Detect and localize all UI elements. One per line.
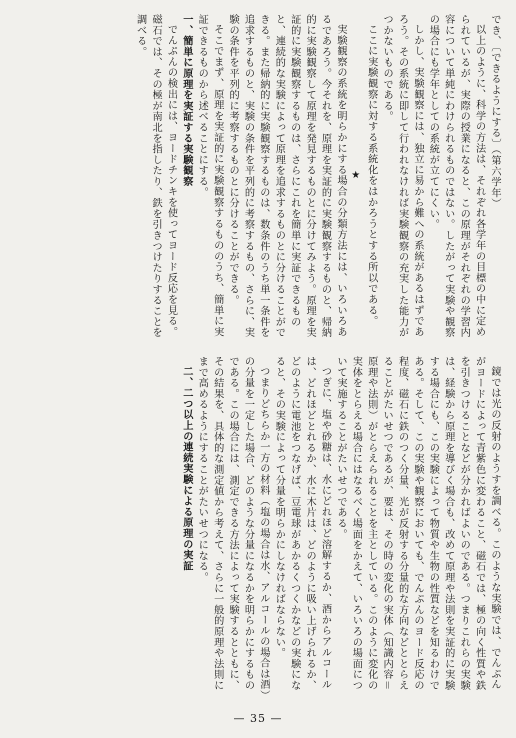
separator-star: ★ — [350, 170, 362, 182]
paragraph: 以上のように、科学の方法は、それぞれ各学年の目標の中に定められているが、実際の授業になると、この原理がそれぞれの学習内容について単純にわけられるものではない。したがって実験や観察の場合にも学年としての系統が立てにくい。 — [427, 14, 485, 338]
section-heading: 二、二つ以上の連続実験による原理の実証 — [180, 366, 192, 572]
paragraph: つまりどちらか一方の材料（塩の場合は水、アルコールの場合は酒）の分量を一定した場合、どのような分量になるかを明らかにするものである。この場合には、測定できる方法によって実験するとともに、その結果を、具体的な測定値から考えて、さらに一般的原理や法則にまで高めるようにすることがたいせつになる。 — [196, 356, 269, 696]
upper-text-block — [20, 14, 502, 338]
lower-text-block — [20, 356, 502, 696]
paragraph: ここに実験観察に対する系統化をはかろうとする所以である。 — [365, 24, 377, 327]
paragraph: でんぷんの検出には、ヨードチンキを使ってヨード反応を見る。磁石では、その極が南北を指したり、鉄を引きつけたりすることを調べる。 — [134, 14, 177, 338]
paragraph: つぎに、塩や砂糖は、水にどれほど溶解するか、酒からアルコールは、どれほどとれるか、水に木片は、どのように吸い上げられるか、どのように電池をつなげば、豆電球があかるくつくかなどの実験になると、その実験によって分量を明らかにしなければならない。 — [273, 356, 331, 691]
paragraph: そこでまず、原理を実証的に実験観察するもののうち、簡単に実証できるものから述べることにする。 — [196, 14, 223, 338]
section-heading: 一、簡単に原理を実証する実験観察 — [180, 14, 192, 187]
paragraph: 実験観察の系統を明らかにする場合の分類方法には、いろいろあるであろう。今それを、原理を実証的に実験観察するものと、帰納的に実験観察して原理を発見するものとに分けてみよう。原理を実証的に実験観察するものは、さらにこれを簡単に実証できるものと、連続的な実験によって原理を追求するものとに分けることができる。また帰納的に実験観察するものは、数条件のうち単一条件を追求するものと、実験の条件を平列的に考察するもの、さらに、実験の条件を平列的に考察するものとに分けることができる。 — [227, 14, 346, 338]
paragraph: 鏡では光の反射のようすを調べる。このような実験では、でんぷんがヨードによって青紫色に変わること、磁石では、極の向く性質や鉄を引きつけることなどが分かればよいのである。つまりこれらの実験は、経験から原理を導びく場合も、改めて原理や法則を実証的に実験する場合にも、この実験によって物質や生物の性質などを知るわけである。そして、この実験や観察においても、でんぷんのヨード反応の程度、磁石に鉄のつく分量、光が反射する分量的な方向などととらえることがたいせつであるが、要は、その時の変化の実体（知識内容＝原理や法則）がとらえられることを主としている。このように変化の実体をとらえる場合にはなるべく場面をかえて、いろいろの場面について実施することがたいせつである。 — [334, 356, 500, 691]
paragraph: でき、〔できるようにする〕（第六学年） — [489, 14, 500, 209]
paragraph: しかし、実験観察には、独立に易から難への系統があるはずであろう。その系統に即して行われなければ実験観察の充実した能力がつかないものである。 — [381, 14, 423, 338]
page-number: — 35 — — [233, 712, 283, 725]
